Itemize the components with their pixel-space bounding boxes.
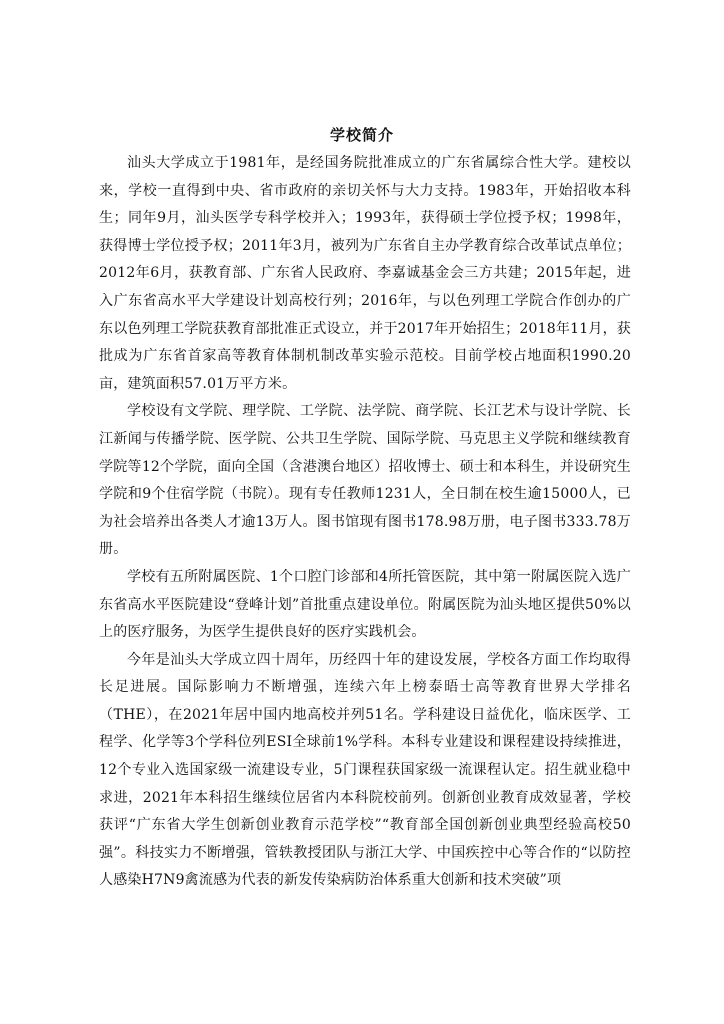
paragraph-history: 汕头大学成立于1981年，是经国务院批准成立的广东省属综合性大学。建校以来，学校一直得到中央、省市政府的亲切关怀与大力支持。1983年，开始招收本科生；同年9月，汕头医学专科学校并入；1993年，获得硕士学位授予权；1998年，获得博士学位授予权；2011年3月，被列为广东省自主办学教育综合改革试点单位；2012年6月，获教育部、广东省人民政府、李嘉诚基金会三方共建；2015年起，进入广东省高水平大学建设计划高校行列；2016年，与以色列理工学院合作创办的广东以色列理工学院获教育部批准正式设立，并于2017年开始招生；2018年11月，获批成为广东省首家高等教育体制机制改革实验示范校。目前学校占地面积1990.20亩，建筑面积57.01万平方米。 xyxy=(99,155,631,392)
paragraph-achievements: 今年是汕头大学成立四十周年，历经四十年的建设发展，学校各方面工作均取得长足进展。国际影响力不断增强，连续六年上榜泰晤士高等教育世界大学排名（THE），在2021年居中国内地高校并列51名。学科建设日益优化，临床医学、工程学、化学等3个学科位列ESI全球前1%学科。本科专业建设和课程建设持续推进，12个专业入选国家级一流建设专业，5门课程获国家级一流课程认定。招生就业稳中求进，2021年本科招生继续位居省内本科院校前列。创新创业教育成效显著，学校获评“广东省大学生创新创业教育示范学校”“教育部全国创新创业典型经验高校50强”。科技实力不断增强，管轶教授团队与浙江大学、中国疾控中心等合作的“以防控人感染H7N9禽流感为代表的新发传染病防治体系重大创新和技术突破”项 xyxy=(99,651,631,889)
paragraph-colleges: 学校设有文学院、理学院、工学院、法学院、商学院、长江艺术与设计学院、长江新闻与传播学院、医学院、公共卫生学院、国际学院、马克思主义学院和继续教育学院等12个学院，面向全国（含港澳台地区）招收博士、硕士和本科生，并设研究生学院和9个住宿学院（书院）。现有专任教师1231人，全日制在校生逾15000人，已为社会培养出各类人才逾13万人。图书馆现有图书178.98万册，电子图书333.78万册。 xyxy=(99,403,631,558)
document-body xyxy=(99,150,631,895)
page-title: 学校简介 xyxy=(329,126,394,144)
paragraph-hospitals: 学校有五所附属医院、1个口腔门诊部和4所托管医院，其中第一附属医院入选广东省高水平医院建设“登峰计划”首批重点建设单位。附属医院为汕头地区提供50%以上的医疗服务，为医学生提供良好的医疗实践机会。 xyxy=(99,568,631,641)
